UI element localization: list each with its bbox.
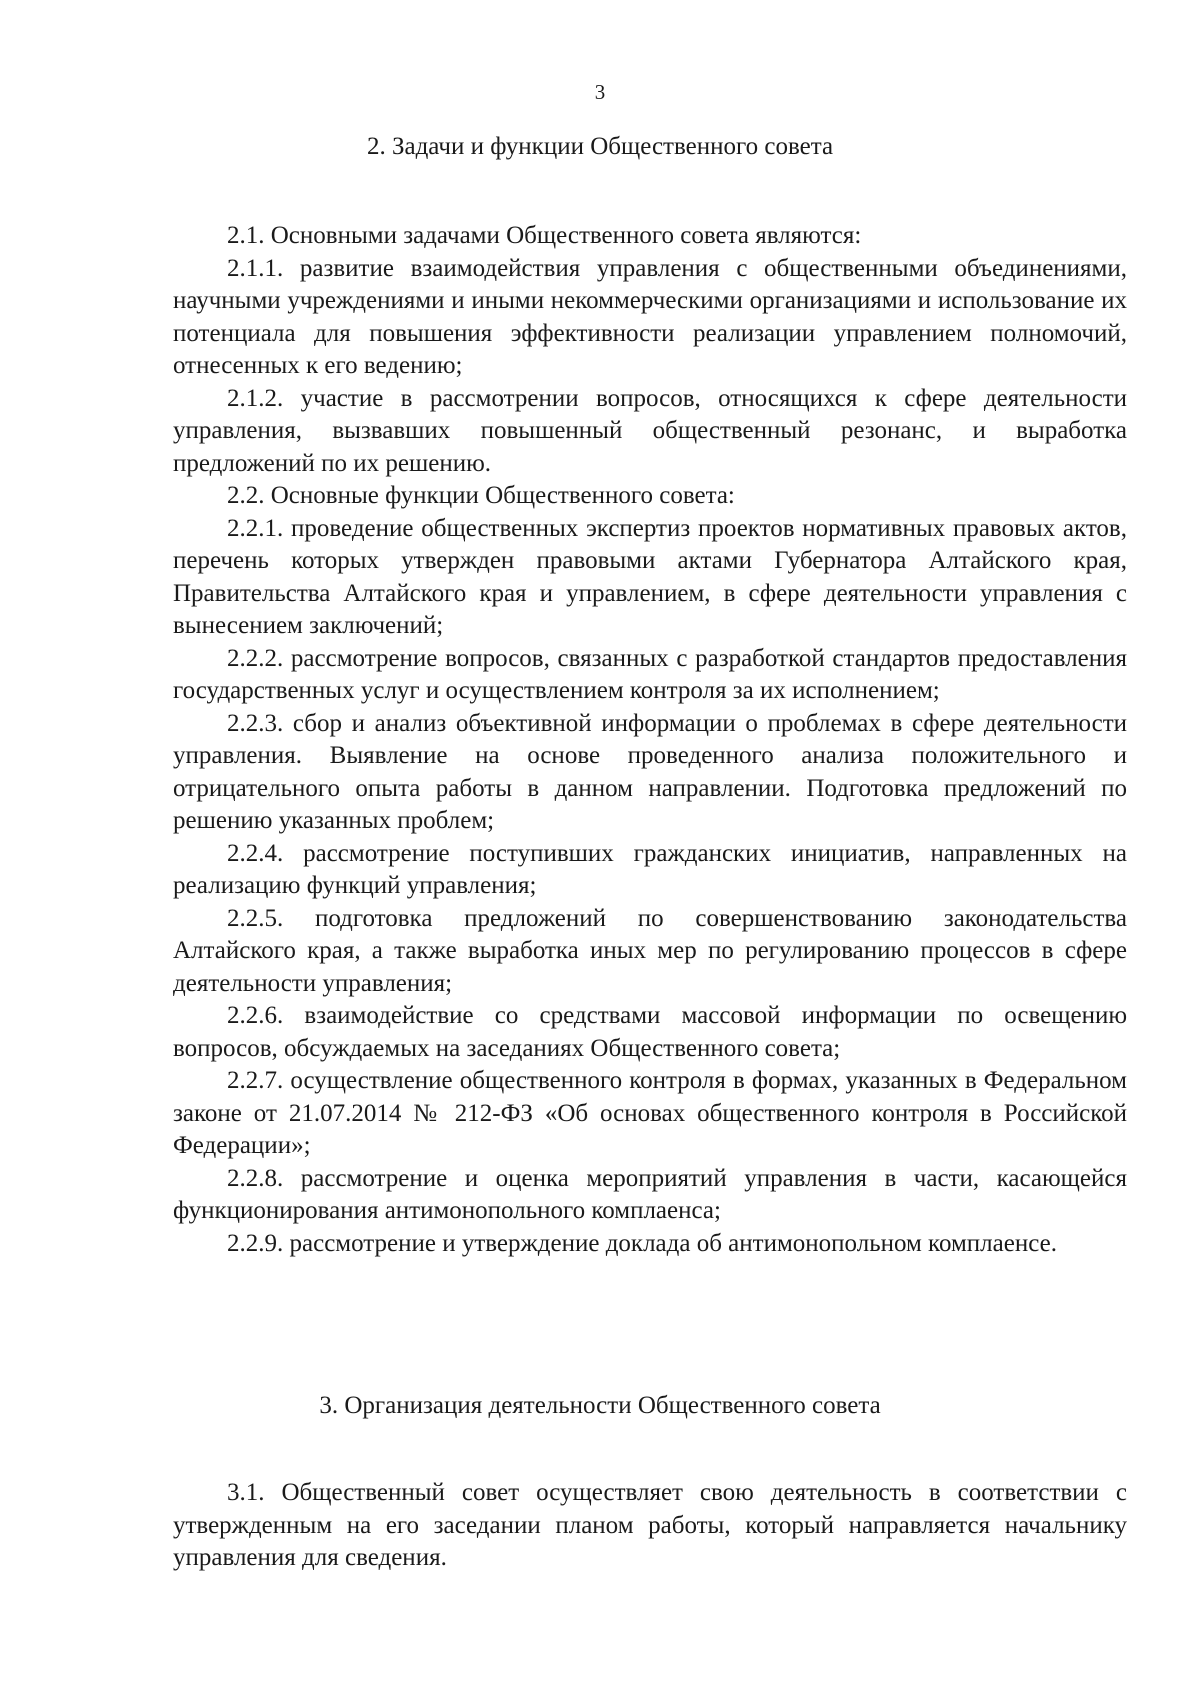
section-2-heading: 2. Задачи и функции Общественного совета — [366, 133, 834, 160]
section-3-body — [173, 1477, 1127, 1575]
paragraph-2-2-9: 2.2.9. рассмотрение и утверждение доклада об антимонопольном комплаенсе. — [227, 1229, 1057, 1257]
paragraph-2-1: 2.1. Основными задачами Общественного совета являются: — [227, 222, 862, 249]
paragraph-2-2-5: 2.2.5. подготовка предложений по совершенствованию законодательства Алтайского края, а также выработка иных мер по регулированию процессов в сфере деятельности управления; — [173, 904, 1127, 997]
paragraph-2-2-1: 2.2.1. проведение общественных экспертиз проектов нормативных правовых актов, перечень которых утвержден правовыми актами Губернатора Алтайского края, Правительства Алтайского края и управлением, в сфере деятельности управления с вынесением заключений; — [173, 514, 1127, 639]
paragraph-2-2: 2.2. Основные функции Общественного совета: — [227, 482, 735, 509]
paragraph-2-2-6: 2.2.6. взаимодействие со средствами массовой информации по освещению вопросов, обсуждаемых на заседаниях Общественного совета; — [173, 1002, 1127, 1062]
paragraph-2-1-2: 2.1.2. участие в рассмотрении вопросов, относящихся к сфере деятельности управления, вызвавших повышенный общественный резонанс, и выработка предложений по их решению. — [173, 384, 1127, 477]
paragraph-2-2-4: 2.2.4. рассмотрение поступивших гражданских инициатив, направленных на реализацию функций управления; — [173, 839, 1127, 899]
page-number: 3 — [594, 80, 606, 104]
section-3-heading: 3. Организация деятельности Общественного совета — [319, 1392, 881, 1419]
paragraph-3-1: 3.1. Общественный совет осуществляет свою деятельность в соответствии с утвержденным на его заседании планом работы, который направляется начальнику управления для сведения. — [173, 1479, 1127, 1571]
section-2-body — [173, 220, 1127, 1260]
paragraph-2-1-1: 2.1.1. развитие взаимодействия управления с общественными объединениями, научными учреждениями и иными некоммерческими организациями и использование их потенциала для повышения эффективности реализации управлением полномочий, отнесенных к его ведению; — [173, 254, 1127, 379]
paragraph-2-2-7: 2.2.7. осуществление общественного контроля в формах, указанных в Федеральном законе от 21.07.2014 № 212-ФЗ «Об основах общественного контроля в Российской Федерации»; — [173, 1067, 1127, 1159]
paragraph-2-2-3: 2.2.3. сбор и анализ объективной информации о проблемах в сфере деятельности управления. Выявление на основе проведенного анализа положительного и отрицательного опыта работы в данном направлении. Подготовка предложений по решению указанных проблем; — [173, 709, 1127, 834]
paragraph-2-2-8: 2.2.8. рассмотрение и оценка мероприятий управления в части, касающейся функционирования антимонопольного комплаенса; — [173, 1164, 1127, 1224]
paragraph-2-2-2: 2.2.2. рассмотрение вопросов, связанных с разработкой стандартов предоставления государственных услуг и осуществлением контроля за их исполнением; — [173, 644, 1127, 704]
